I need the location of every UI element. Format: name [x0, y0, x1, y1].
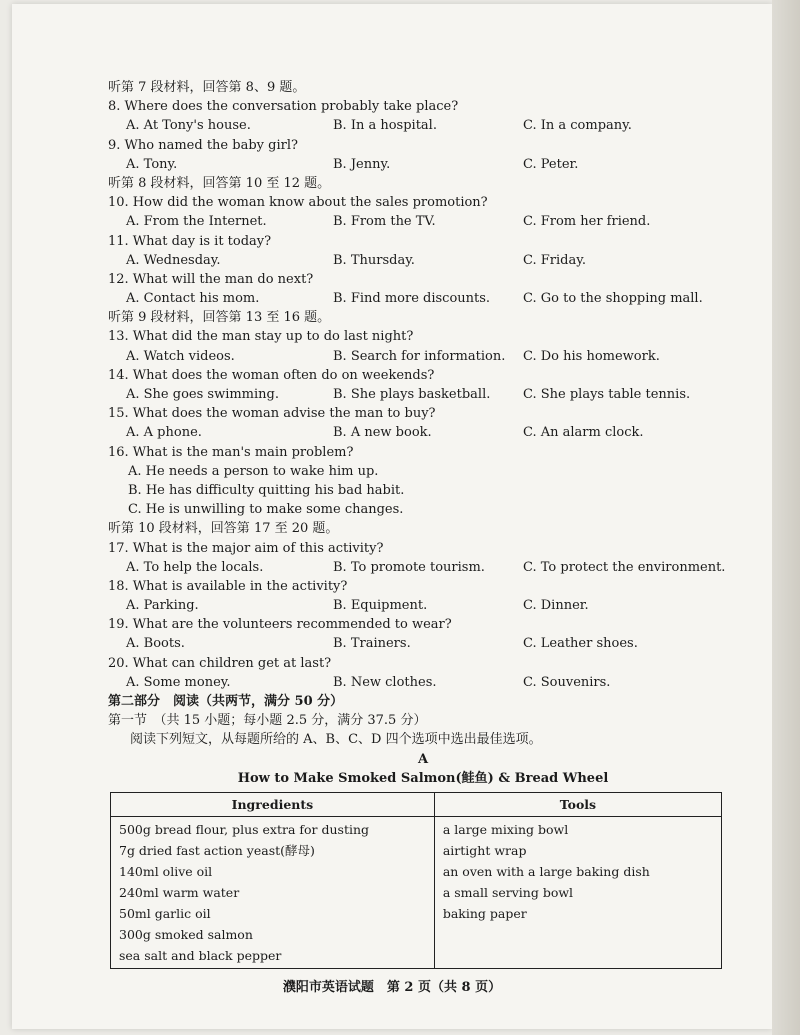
question-stem: 20. What can children get at last?	[108, 655, 332, 671]
option-a[interactable]: A. She goes swimming.	[126, 387, 279, 402]
ingredient-item: 50ml garlic oil	[119, 906, 211, 922]
options-row	[108, 347, 738, 366]
option-c[interactable]: C. She plays table tennis.	[523, 387, 691, 402]
listening-section-header: 听第 7 段材料，回答第 8、9 题。	[108, 80, 306, 95]
question-stem: 10. How did the woman know about the sales promotion?	[108, 195, 488, 211]
option-a[interactable]: A. A phone.	[126, 425, 202, 441]
option-b[interactable]: B. Thursday.	[333, 252, 415, 268]
listening-section-header: 听第 10 段材料，回答第 17 至 20 题。	[108, 521, 339, 537]
options-row	[108, 634, 738, 653]
options-row	[108, 558, 738, 577]
question-stem: 16. What is the man's main problem?	[108, 444, 354, 460]
page-footer: 濮阳市英语试题 第 2 页（共 8 页）	[282, 980, 502, 995]
option-c[interactable]: C. In a company.	[523, 118, 632, 134]
ingredient-item: 140ml olive oil	[119, 864, 213, 880]
option-c[interactable]: C. Dinner.	[523, 598, 589, 614]
question-stem: 17. What is the major aim of this activity?	[108, 540, 384, 556]
recipe-table	[110, 792, 722, 969]
ingredient-item: 7g dried fast action yeast(酵母)	[119, 843, 315, 859]
exam-page	[12, 4, 772, 1029]
options-row	[108, 385, 738, 404]
ingredients-header: Ingredients	[111, 792, 435, 816]
option-c[interactable]: C. Leather shoes.	[523, 636, 638, 652]
options-row	[108, 596, 738, 615]
option-a[interactable]: A. Parking.	[126, 598, 199, 614]
option-c[interactable]: C. He is unwilling to make some changes.	[128, 502, 404, 518]
tools-cell	[434, 817, 721, 969]
option-a[interactable]: A. From the Internet.	[126, 214, 267, 230]
ingredient-item: sea salt and black pepper	[119, 948, 282, 964]
question-stem: 8. Where does the conversation probably take place?	[108, 99, 459, 115]
table-row	[111, 817, 722, 969]
option-c[interactable]: C. Friday.	[523, 252, 586, 268]
options-row	[108, 212, 738, 231]
option-a[interactable]: A. He needs a person to wake him up.	[128, 463, 379, 479]
option-b[interactable]: B. Equipment.	[333, 598, 428, 614]
tool-item: a small serving bowl	[442, 885, 574, 901]
reading-instruction: 阅读下列短文，从每题所给的 A、B、C、D 四个选项中选出最佳选项。	[130, 732, 542, 748]
tools-header: Tools	[434, 792, 721, 816]
listening-section-header: 听第 9 段材料，回答第 13 至 16 题。	[108, 310, 331, 326]
listening-section-header: 听第 8 段材料，回答第 10 至 12 题。	[108, 175, 331, 191]
option-b[interactable]: B. In a hospital.	[333, 118, 437, 134]
option-b[interactable]: B. Jenny.	[333, 156, 391, 172]
ingredient-item: 300g smoked salmon	[119, 927, 253, 943]
options-row	[108, 423, 738, 442]
option-c[interactable]: C. From her friend.	[523, 214, 651, 230]
option-a[interactable]: A. Some money.	[126, 674, 231, 690]
option-a[interactable]: A. Tony.	[126, 156, 178, 172]
page-content	[108, 78, 738, 969]
option-b[interactable]: B. Find more discounts.	[333, 291, 491, 307]
tool-item: an oven with a large baking dish	[442, 864, 650, 880]
option-a[interactable]: A. Contact his mom.	[126, 291, 260, 307]
passage-title: How to Make Smoked Salmon(鲑鱼) & Bread Wheel	[237, 770, 609, 786]
option-a[interactable]: A. Wednesday.	[126, 252, 221, 268]
question-stem: 15. What does the woman advise the man to buy?	[108, 406, 436, 422]
option-c[interactable]: C. An alarm clock.	[523, 425, 644, 441]
option-b[interactable]: B. Trainers.	[333, 636, 411, 652]
ingredient-item: 500g bread flour, plus extra for dusting	[119, 822, 370, 838]
option-b[interactable]: B. He has difficulty quitting his bad habit.	[128, 482, 405, 498]
option-b[interactable]: B. She plays basketball.	[333, 387, 491, 402]
question-stem: 14. What does the woman often do on weekends?	[108, 367, 435, 383]
question-stem: 13. What did the man stay up to do last night?	[108, 329, 414, 345]
tool-item: a large mixing bowl	[442, 822, 569, 838]
option-a[interactable]: A. Boots.	[126, 636, 185, 652]
ingredients-cell	[111, 817, 435, 969]
option-c[interactable]: C. Souvenirs.	[523, 674, 611, 690]
option-b[interactable]: B. A new book.	[333, 425, 432, 441]
option-b[interactable]: B. Search for information.	[333, 348, 506, 364]
ingredient-item: 240ml warm water	[119, 885, 240, 901]
page-edge-shadow	[772, 0, 800, 1035]
option-b[interactable]: B. To promote tourism.	[333, 559, 485, 575]
options-row	[108, 155, 738, 174]
option-a[interactable]: A. At Tony's house.	[126, 118, 251, 134]
option-a[interactable]: A. Watch videos.	[126, 348, 235, 364]
option-b[interactable]: B. From the TV.	[333, 214, 436, 230]
section-one-title: 第一节 （共 15 小题；每小题 2.5 分，满分 37.5 分）	[108, 713, 427, 729]
options-row	[108, 116, 738, 135]
question-stem: 18. What is available in the activity?	[108, 578, 348, 594]
option-c[interactable]: C. Peter.	[523, 156, 579, 172]
option-c[interactable]: C. Go to the shopping mall.	[523, 291, 703, 307]
option-c[interactable]: C. Do his homework.	[523, 348, 660, 364]
part-two-title: 第二部分 阅读（共两节，满分 50 分）	[108, 694, 344, 709]
options-row	[108, 673, 738, 692]
options-row	[108, 289, 738, 308]
option-c[interactable]: C. To protect the environment.	[523, 559, 726, 575]
table-header-row	[111, 792, 722, 816]
question-stem: 11. What day is it today?	[108, 233, 272, 249]
question-stem: 12. What will the man do next?	[108, 271, 314, 287]
question-stem: 19. What are the volunteers recommended to wear?	[108, 617, 452, 633]
options-row	[108, 251, 738, 270]
tool-item: baking paper	[442, 906, 527, 922]
option-b[interactable]: B. New clothes.	[333, 674, 437, 690]
question-stem: 9. Who named the baby girl?	[108, 137, 298, 153]
option-a[interactable]: A. To help the locals.	[126, 559, 264, 575]
passage-letter: A	[417, 751, 429, 767]
tool-item: airtight wrap	[442, 843, 527, 859]
